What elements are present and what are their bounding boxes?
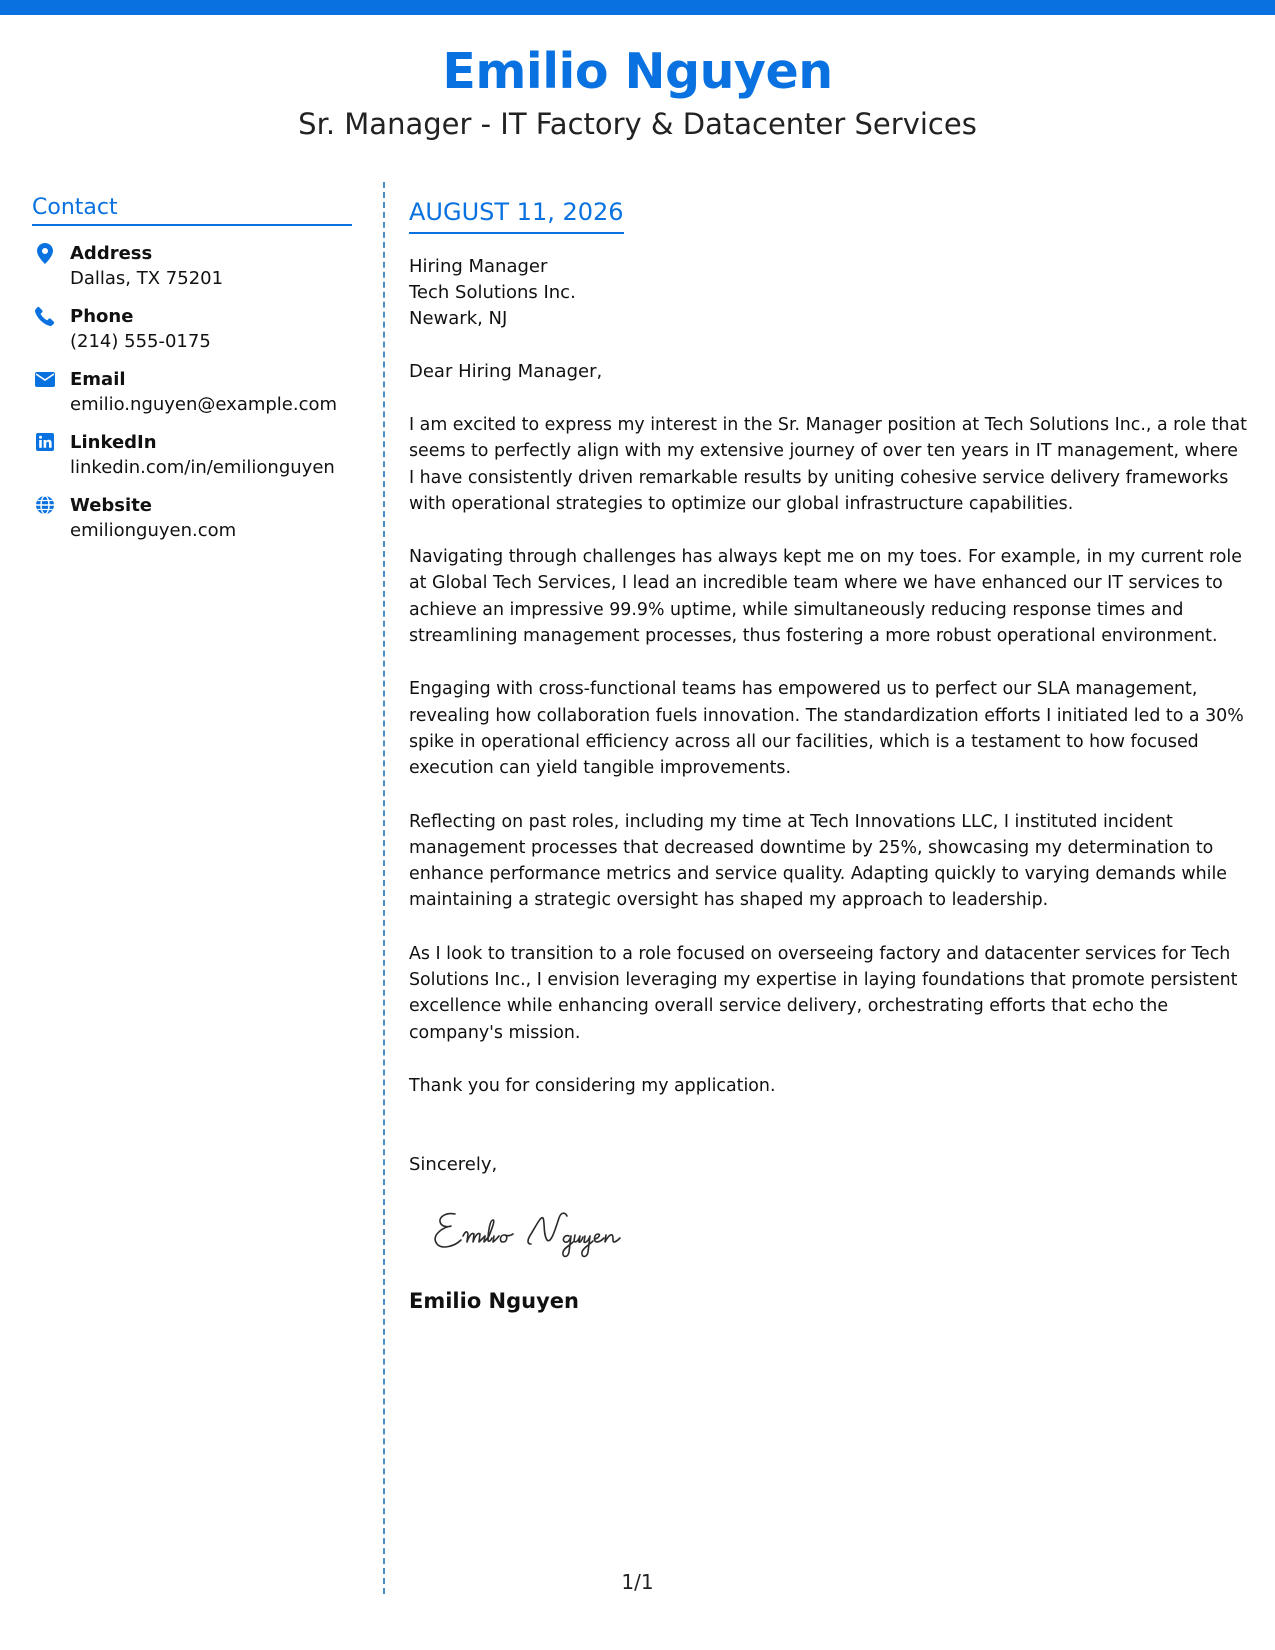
globe-icon	[34, 494, 56, 516]
contact-item-address	[32, 242, 352, 305]
contact-label: LinkedIn	[70, 432, 157, 453]
contact-heading: Contact	[32, 195, 352, 226]
closing: Sincerely,	[409, 1154, 498, 1176]
linkedin-icon	[34, 431, 56, 453]
job-title: Sr. Manager - IT Factory & Datacenter Services	[298, 107, 977, 141]
letter-paragraph: Navigating through challenges has always kept me on my toes. For example, in my current role at Global Tech Services, I lead an incredible team where we have enhanced our IT services to achieve an impressive 99.9% uptime, while simultaneously reducing response times and streamlining management processes, thus fostering a more robust operational environment.	[409, 547, 1242, 647]
recipient-block	[409, 254, 1249, 332]
phone-icon	[34, 305, 56, 327]
contact-sidebar	[32, 195, 352, 557]
letter-paragraph: I am excited to express my interest in the Sr. Manager position at Tech Solutions Inc., a role that seems to perfectly align with my extensive journey of over ten years in IT management, where I have consistently driven remarkable results by uniting cohesive service delivery frameworks with operational strategies to optimize our global infrastructure capabilities.	[409, 415, 1247, 514]
phone-value: (214) 555-0175	[70, 331, 211, 352]
recipient-line: Newark, NJ	[409, 308, 508, 329]
contact-label: Email	[70, 369, 126, 390]
header	[0, 42, 1275, 142]
contact-item-website	[32, 494, 352, 557]
salutation: Dear Hiring Manager,	[409, 361, 603, 382]
signer-name: Emilio Nguyen	[409, 1289, 579, 1314]
linkedin-value[interactable]: linkedin.com/in/emilionguyen	[70, 457, 335, 478]
letter-paragraph: Reflecting on past roles, including my time at Tech Innovations LLC, I instituted incident management processes that decreased downtime by 25%, showcasing my determination to enhance performance metrics and service quality. Adapting quickly to varying demands while maintaining a strategic oversight has shaped my approach to leadership.	[409, 811, 1227, 911]
email-value[interactable]: emilio.nguyen@example.com	[70, 394, 338, 415]
contact-label: Address	[70, 243, 153, 264]
letter-paragraph: Engaging with cross-functional teams has empowered us to perfect our SLA management, revealing how collaboration fuels innovation. The standardization efforts I initiated led to a 30% spike in operational efficiency across all our facilities, which is a testament to how focused execution can yield tangible improvements.	[409, 679, 1244, 779]
envelope-icon	[34, 368, 56, 390]
applicant-name: Emilio Nguyen	[442, 43, 833, 100]
website-value[interactable]: emilionguyen.com	[70, 520, 237, 541]
handwritten-signature	[427, 1200, 667, 1260]
contact-label: Phone	[70, 306, 134, 327]
column-divider	[383, 182, 385, 1594]
address-value: Dallas, TX 75201	[70, 268, 224, 289]
contact-item-phone	[32, 305, 352, 368]
contact-label: Website	[70, 495, 153, 516]
letter-date: AUGUST 11, 2026	[409, 196, 624, 234]
letter-paragraph: As I look to transition to a role focused on overseeing factory and datacenter services for Tech Solutions Inc., I envision leveraging my expertise in laying foundations that promote persistent excellence while enhancing overall service delivery, orchestrating efforts that echo the company's mission.	[409, 943, 1238, 1043]
top-accent-bar	[0, 0, 1275, 15]
recipient-line: Hiring Manager	[409, 256, 548, 277]
location-pin-icon	[34, 242, 56, 264]
letter-body	[409, 196, 1249, 1315]
contact-item-linkedin	[32, 431, 352, 494]
letter-paragraph: Thank you for considering my application.	[409, 1075, 776, 1096]
page-number: 1/1	[621, 1570, 654, 1594]
recipient-line: Tech Solutions Inc.	[409, 282, 576, 303]
contact-item-email	[32, 368, 352, 431]
